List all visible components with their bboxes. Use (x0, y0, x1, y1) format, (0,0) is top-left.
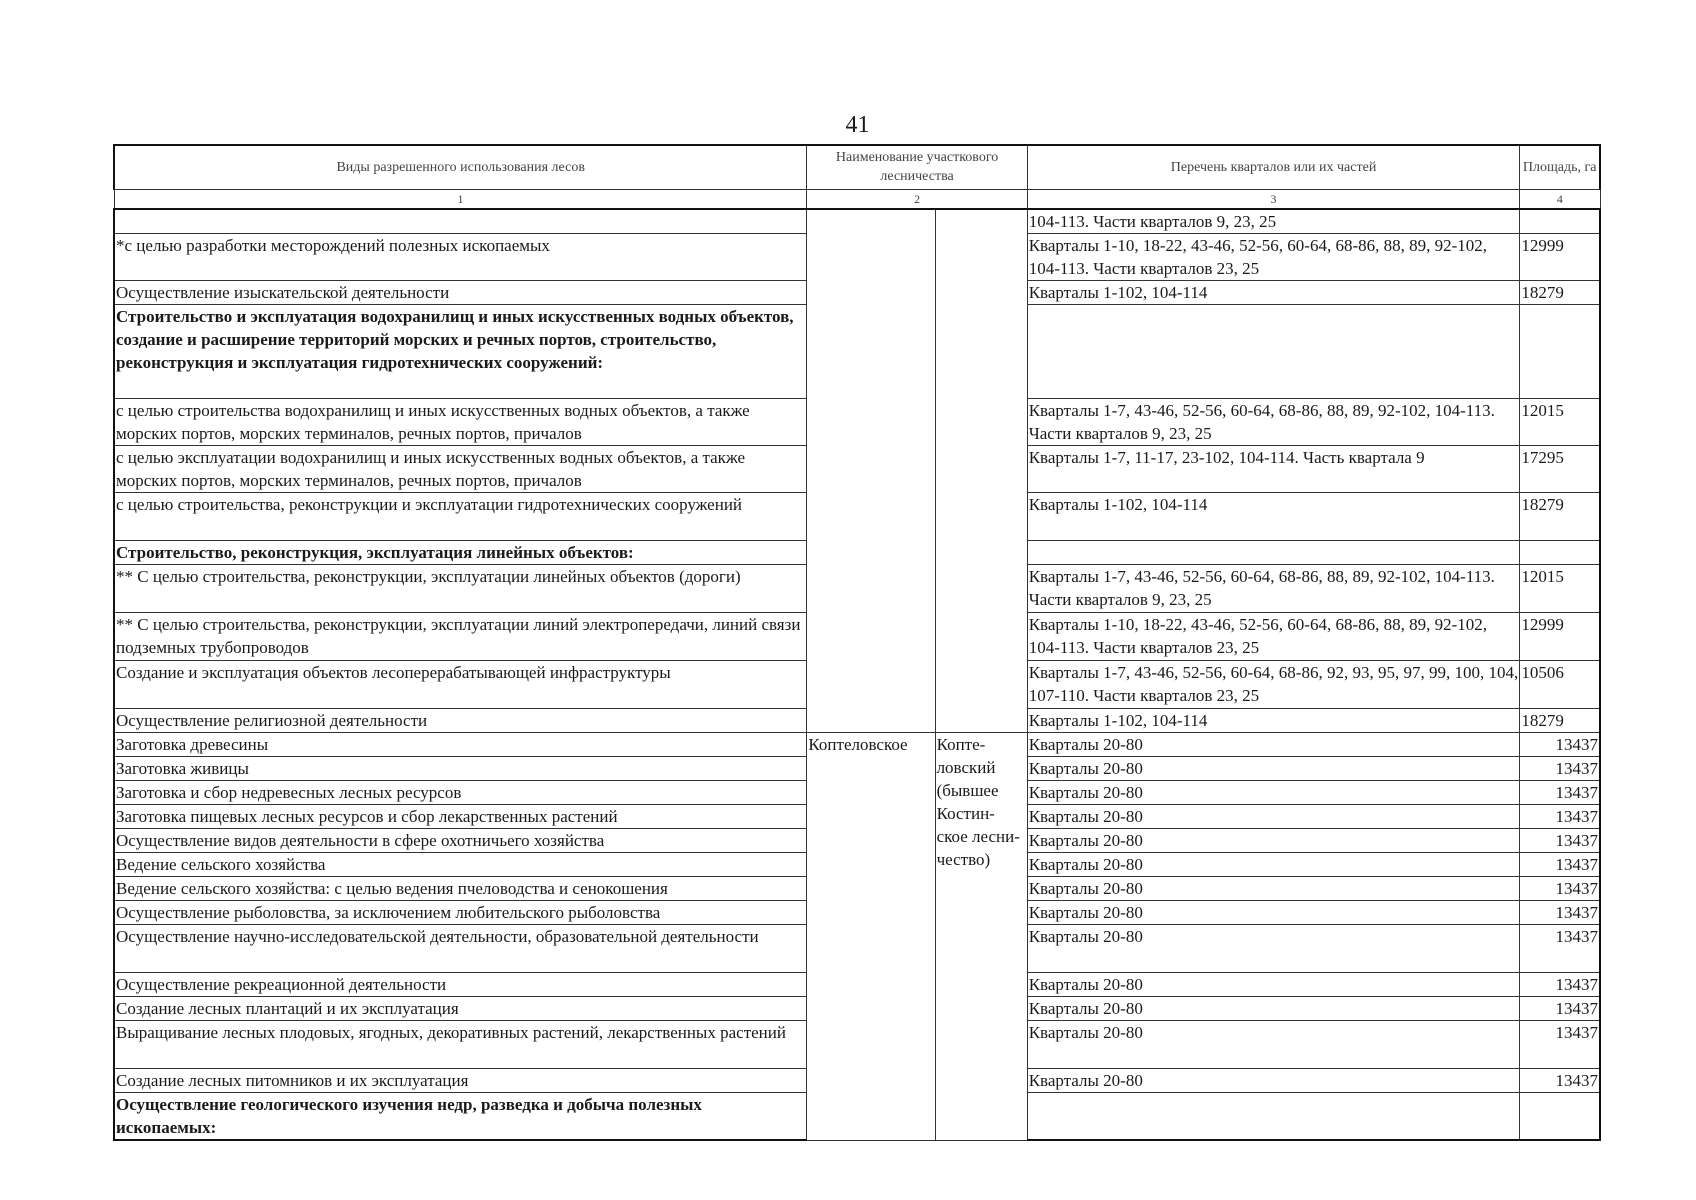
row-area: 12999 (1520, 612, 1600, 660)
row-kind: Создание лесных плантаций и их эксплуатация (114, 996, 807, 1020)
row-kind: Осуществление видов деятельности в сфере охотничьего хозяйства (114, 828, 807, 852)
row-kind: *с целью разработки месторождений полезных ископаемых (114, 233, 807, 280)
header-kind: Виды разрешенного использования лесов (114, 145, 807, 189)
row-quarters: Кварталы 20-80 (1027, 756, 1520, 780)
row-area: 13437 (1520, 876, 1600, 900)
row-quarters: Кварталы 1-102, 104-114 (1027, 492, 1520, 540)
row-quarters: Кварталы 1-7, 11-17, 23-102, 104-114. Часть квартала 9 (1027, 445, 1520, 492)
row-area: 12015 (1520, 564, 1600, 612)
row-area: 17295 (1520, 445, 1600, 492)
row-area: 13437 (1520, 780, 1600, 804)
row-quarters: Кварталы 1-102, 104-114 (1027, 280, 1520, 304)
row-quarters: Кварталы 1-7, 43-46, 52-56, 60-64, 68-86, 92, 93, 95, 97, 99, 100, 104, 107-110. Части кварталов 23, 25 (1027, 660, 1520, 708)
row-quarters: Кварталы 20-80 (1027, 852, 1520, 876)
row-quarters: Кварталы 20-80 (1027, 900, 1520, 924)
page-number: 41 (845, 112, 870, 138)
row-quarters: Кварталы 20-80 (1027, 996, 1520, 1020)
row-area: 10506 (1520, 660, 1600, 708)
row-area (1520, 540, 1600, 564)
row-kind: Осуществление изыскательской деятельности (114, 280, 807, 304)
row-kind: с целью строительства, реконструкции и эксплуатации гидротехнических сооружений (114, 492, 807, 540)
row-kind: с целью строительства водохранилищ и иных искусственных водных объектов, а также морских портов, морских терминалов, речных портов, причалов (114, 398, 807, 445)
column-number-1: 1 (114, 189, 807, 209)
row-kind: Заготовка и сбор недревесных лесных ресурсов (114, 780, 807, 804)
column-number-2: 2 (807, 189, 1027, 209)
row-area (1520, 209, 1600, 234)
row-quarters: Кварталы 20-80 (1027, 804, 1520, 828)
row-kind: с целью эксплуатации водохранилищ и иных искусственных водных объектов, а также морских портов, морских терминалов, речных портов, причалов (114, 445, 807, 492)
forestry-former-name: Копте-ловский (бывшее Костин-ское лесни-чество) (935, 732, 1027, 1140)
header-quarters: Перечень кварталов или их частей (1027, 145, 1520, 189)
row-quarters (1027, 540, 1520, 564)
row-kind-section: Строительство, реконструкция, эксплуатация линейных объектов: (114, 540, 807, 564)
row-area: 13437 (1520, 996, 1600, 1020)
row-area: 13437 (1520, 756, 1600, 780)
row-area: 13437 (1520, 804, 1600, 828)
row-kind: Осуществление религиозной деятельности (114, 708, 807, 732)
row-kind: ** С целью строительства, реконструкции, эксплуатации линий электропередачи, линий связи подземных трубопроводов (114, 612, 807, 660)
header-forestry: Наименование участкового лесничества (807, 145, 1027, 189)
row-kind: ** С целью строительства, реконструкции, эксплуатации линейных объектов (дороги) (114, 564, 807, 612)
row-area: 12999 (1520, 233, 1600, 280)
row-quarters: Кварталы 20-80 (1027, 876, 1520, 900)
row-quarters: Кварталы 20-80 (1027, 732, 1520, 756)
row-quarters: Кварталы 1-102, 104-114 (1027, 708, 1520, 732)
row-kind-section: Строительство и эксплуатация водохранилищ и иных искусственных водных объектов, создание и расширение территорий морских и речных портов, строительство, реконструкция и эксплуатация гидротехнических сооружений: (114, 304, 807, 398)
row-quarters: 104-113. Части кварталов 9, 23, 25 (1027, 209, 1520, 234)
row-kind: Ведение сельского хозяйства (114, 852, 807, 876)
forestry-district: Коптеловское (807, 732, 935, 1140)
row-kind: Заготовка древесины (114, 732, 807, 756)
header-area: Площадь, га (1520, 145, 1600, 189)
row-quarters: Кварталы 1-7, 43-46, 52-56, 60-64, 68-86, 88, 89, 92-102, 104-113. Части кварталов 9, 23, 25 (1027, 564, 1520, 612)
row-kind: Ведение сельского хозяйства: с целью ведения пчеловодства и сенокошения (114, 876, 807, 900)
row-area (1520, 1092, 1600, 1140)
row-quarters: Кварталы 1-10, 18-22, 43-46, 52-56, 60-64, 68-86, 88, 89, 92-102, 104-113. Части кварталов 23, 25 (1027, 612, 1520, 660)
row-area: 18279 (1520, 492, 1600, 540)
column-number-4: 4 (1520, 189, 1600, 209)
row-kind: Осуществление рекреационной деятельности (114, 972, 807, 996)
row-area: 18279 (1520, 708, 1600, 732)
row-area: 13437 (1520, 828, 1600, 852)
row-area: 13437 (1520, 1068, 1600, 1092)
row-kind: Осуществление научно-исследовательской деятельности, образовательной деятельности (114, 924, 807, 972)
row-quarters (1027, 304, 1520, 398)
row-area: 13437 (1520, 732, 1600, 756)
row-area: 13437 (1520, 900, 1600, 924)
row-quarters: Кварталы 20-80 (1027, 972, 1520, 996)
row-area: 12015 (1520, 398, 1600, 445)
row-quarters: Кварталы 20-80 (1027, 924, 1520, 972)
row-quarters: Кварталы 20-80 (1027, 1068, 1520, 1092)
row-kind: Создание и эксплуатация объектов лесоперерабатывающей инфраструктуры (114, 660, 807, 708)
forest-use-table (113, 144, 1601, 1141)
row-kind: Заготовка пищевых лесных ресурсов и сбор лекарственных растений (114, 804, 807, 828)
row-quarters: Кварталы 20-80 (1027, 780, 1520, 804)
row-area: 13437 (1520, 924, 1600, 972)
column-number-3: 3 (1027, 189, 1520, 209)
row-quarters: Кварталы 1-10, 18-22, 43-46, 52-56, 60-64, 68-86, 88, 89, 92-102, 104-113. Части кварталов 23, 25 (1027, 233, 1520, 280)
row-area: 13437 (1520, 972, 1600, 996)
row-kind (114, 209, 807, 234)
forestry-cell-empty (807, 209, 935, 733)
row-quarters: Кварталы 1-7, 43-46, 52-56, 60-64, 68-86, 88, 89, 92-102, 104-113. Части кварталов 9, 23, 25 (1027, 398, 1520, 445)
row-quarters: Кварталы 20-80 (1027, 828, 1520, 852)
row-area: 13437 (1520, 1020, 1600, 1068)
row-kind: Создание лесных питомников и их эксплуатация (114, 1068, 807, 1092)
row-area (1520, 304, 1600, 398)
forestry-subcell-empty (935, 209, 1027, 733)
row-kind: Осуществление рыболовства, за исключением любительского рыболовства (114, 900, 807, 924)
row-area: 18279 (1520, 280, 1600, 304)
row-area: 13437 (1520, 852, 1600, 876)
row-quarters: Кварталы 20-80 (1027, 1020, 1520, 1068)
row-kind: Выращивание лесных плодовых, ягодных, декоративных растений, лекарственных растений (114, 1020, 807, 1068)
row-kind-section: Осуществление геологического изучения недр, разведка и добыча полезных ископаемых: (114, 1092, 807, 1140)
row-quarters (1027, 1092, 1520, 1140)
row-kind: Заготовка живицы (114, 756, 807, 780)
